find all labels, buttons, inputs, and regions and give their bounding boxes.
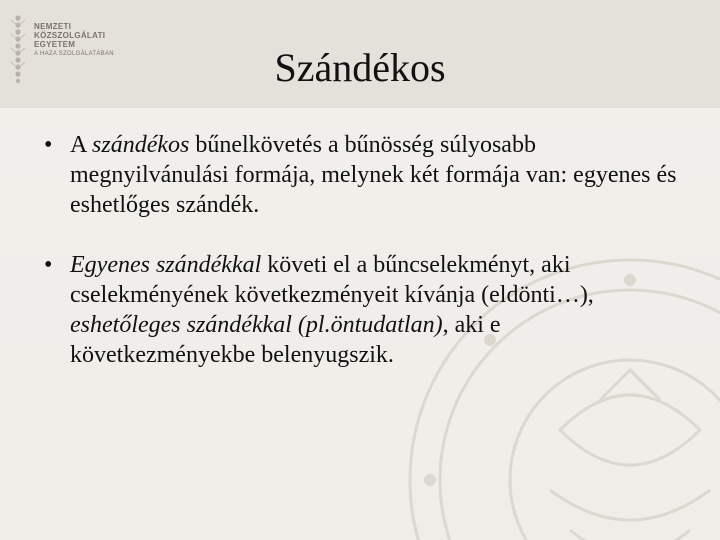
logo-line-1: NEMZETI — [34, 22, 72, 31]
bullet-2-italic-term-1: Egyenes szándékkal — [70, 252, 262, 278]
bullet-2-part-2: követi el a bűncselekményt, aki cselekményének következményeit kívánja (eldönti…), — [70, 252, 594, 308]
bullet-dot: • — [44, 252, 53, 278]
logo-line-2: KÖZSZOLGÁLATI — [34, 31, 106, 40]
slide-title — [0, 44, 720, 92]
bullet-2-part-4: , aki e következményekbe belenyugszik. — [70, 312, 501, 368]
bullet-2-italic-term-2: eshetőleges szándékkal (pl.öntudatlan) — [70, 312, 443, 338]
bullet-1-part-1: A — [70, 132, 93, 158]
logo-line-3: EGYETEM — [34, 40, 76, 49]
bullet-item-2 — [40, 250, 690, 370]
bullet-list — [40, 130, 690, 400]
bullet-1-part-3: bűnelkövetés a bűnösség súlyosabb megnyilvánulási formája, melynek két formája van: egyenes és eshetlőges szándék. — [70, 132, 677, 218]
bullet-1-italic-term: szándékos — [92, 132, 190, 158]
bullet-dot: • — [44, 132, 53, 158]
slide-title-text: Szándékos — [274, 45, 446, 90]
logo-tagline: A HAZA SZOLGÁLATÁBAN — [34, 51, 114, 57]
bullet-item-1 — [40, 130, 690, 220]
